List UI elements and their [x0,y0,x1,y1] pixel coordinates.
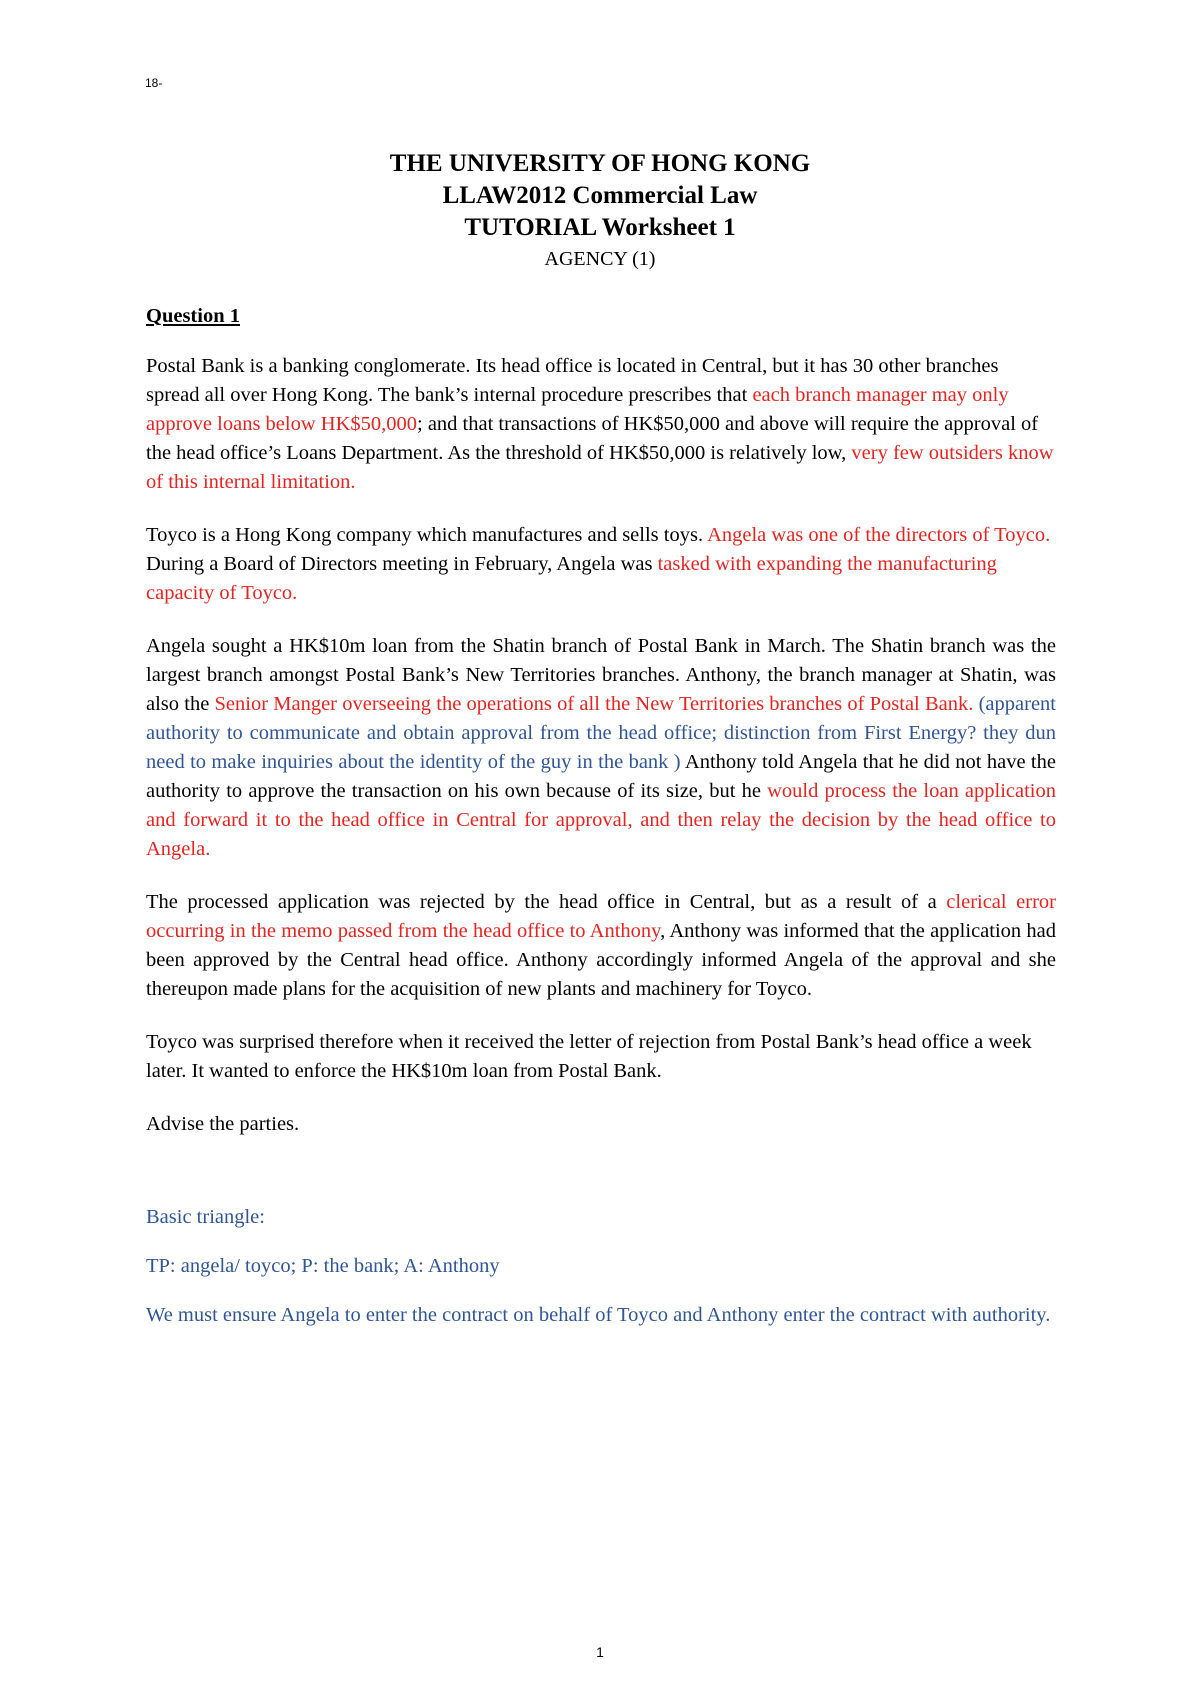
p1-highlight-1: each branch manager may only approve loans below HK$50,000 [146,384,1009,435]
title-block [0,148,1200,274]
p2-highlight-2: tasked with expanding the manufacturing capacity of Toyco. [146,553,997,604]
p3-text-1: Angela sought a HK$10m loan from the Shatin branch of Postal Bank in March. The Shatin branch was the largest branch amongst Postal Bank’s New Territories branches. Anthony, the branch manager at Shatin, was also the [146,635,1056,715]
worksheet-title: TUTORIAL Worksheet 1 [464,214,736,241]
note-parties: TP: angela/ toyco; P: the bank; A: Anthony [146,1255,500,1277]
question-heading: Question 1 [146,305,240,327]
p4-highlight-1: clerical error occurring in the memo passed from the head office to Anthony [146,891,1056,942]
paragraph-toyco [146,521,1056,608]
p2-text-1: Toyco is a Hong Kong company which manufactures and sells toys. [146,524,708,546]
page-number: 1 [596,1644,604,1660]
page-header-marker: 18- [145,76,163,90]
p3-highlight-2: would process the loan application and forward it to the head office in Central for approval, and then relay the decision by the head office to Angela. [146,780,1056,860]
paragraph-postal-bank [146,352,1056,497]
p1-text-2: ; and that transactions of HK$50,000 and above will require the approval of the head office’s Loans Department. As the threshold of HK$50,000 is relatively low, [146,413,1039,464]
paragraph-rejection [146,888,1056,1004]
paragraph-enforcement: Toyco was surprised therefore when it received the letter of rejection from Postal Bank’s head office a week later. It wanted to enforce the HK$10m loan from Postal Bank. [146,1031,1032,1082]
university-title: THE UNIVERSITY OF HONG KONG [389,150,811,177]
p3-text-2: Anthony told Angela that he did not have the authority to approve the transaction on his own because of its size, but he [146,751,1056,802]
p1-highlight-2: very few outsiders know of this internal limitation. [146,442,1054,493]
p1-text-1: Postal Bank is a banking conglomerate. Its head office is located in Central, but it has 30 other branches spread all over Hong Kong. The bank’s internal procedure prescribes that [146,355,999,406]
p3-highlight-1: Senior Manger overseeing the operations of all the New Territories branches of Postal Bank. [214,693,974,715]
p2-highlight-1: Angela was one of the directors of Toyco. [707,524,1051,546]
p2-text-2: During a Board of Directors meeting in February, Angela was [146,553,658,575]
document-body [146,302,1056,1330]
paragraph-loan-request [146,632,1056,864]
note-basic-triangle: Basic triangle: [146,1206,265,1228]
course-title: LLAW2012 Commercial Law [442,182,758,209]
topic-title: AGENCY (1) [544,248,656,270]
paragraph-advise: Advise the parties. [146,1113,300,1135]
p4-text-1: The processed application was rejected by the head office in Central, but as a result of a [146,891,947,913]
p3-annotation: (apparent authority to communicate and obtain approval from the head office; distinction from First Energy? they dun need to make inquiries about the identity of the guy in the bank ) [146,693,1056,773]
p4-text-2: , Anthony was informed that the application had been approved by the Central head office. Anthony accordingly informed Angela of the approval and she thereupon made plans for the acquisition of new plants and machinery for Toyco. [146,920,1057,1000]
note-contract-authority: We must ensure Angela to enter the contract on behalf of Toyco and Anthony enter the contract with authority. [146,1304,1051,1326]
